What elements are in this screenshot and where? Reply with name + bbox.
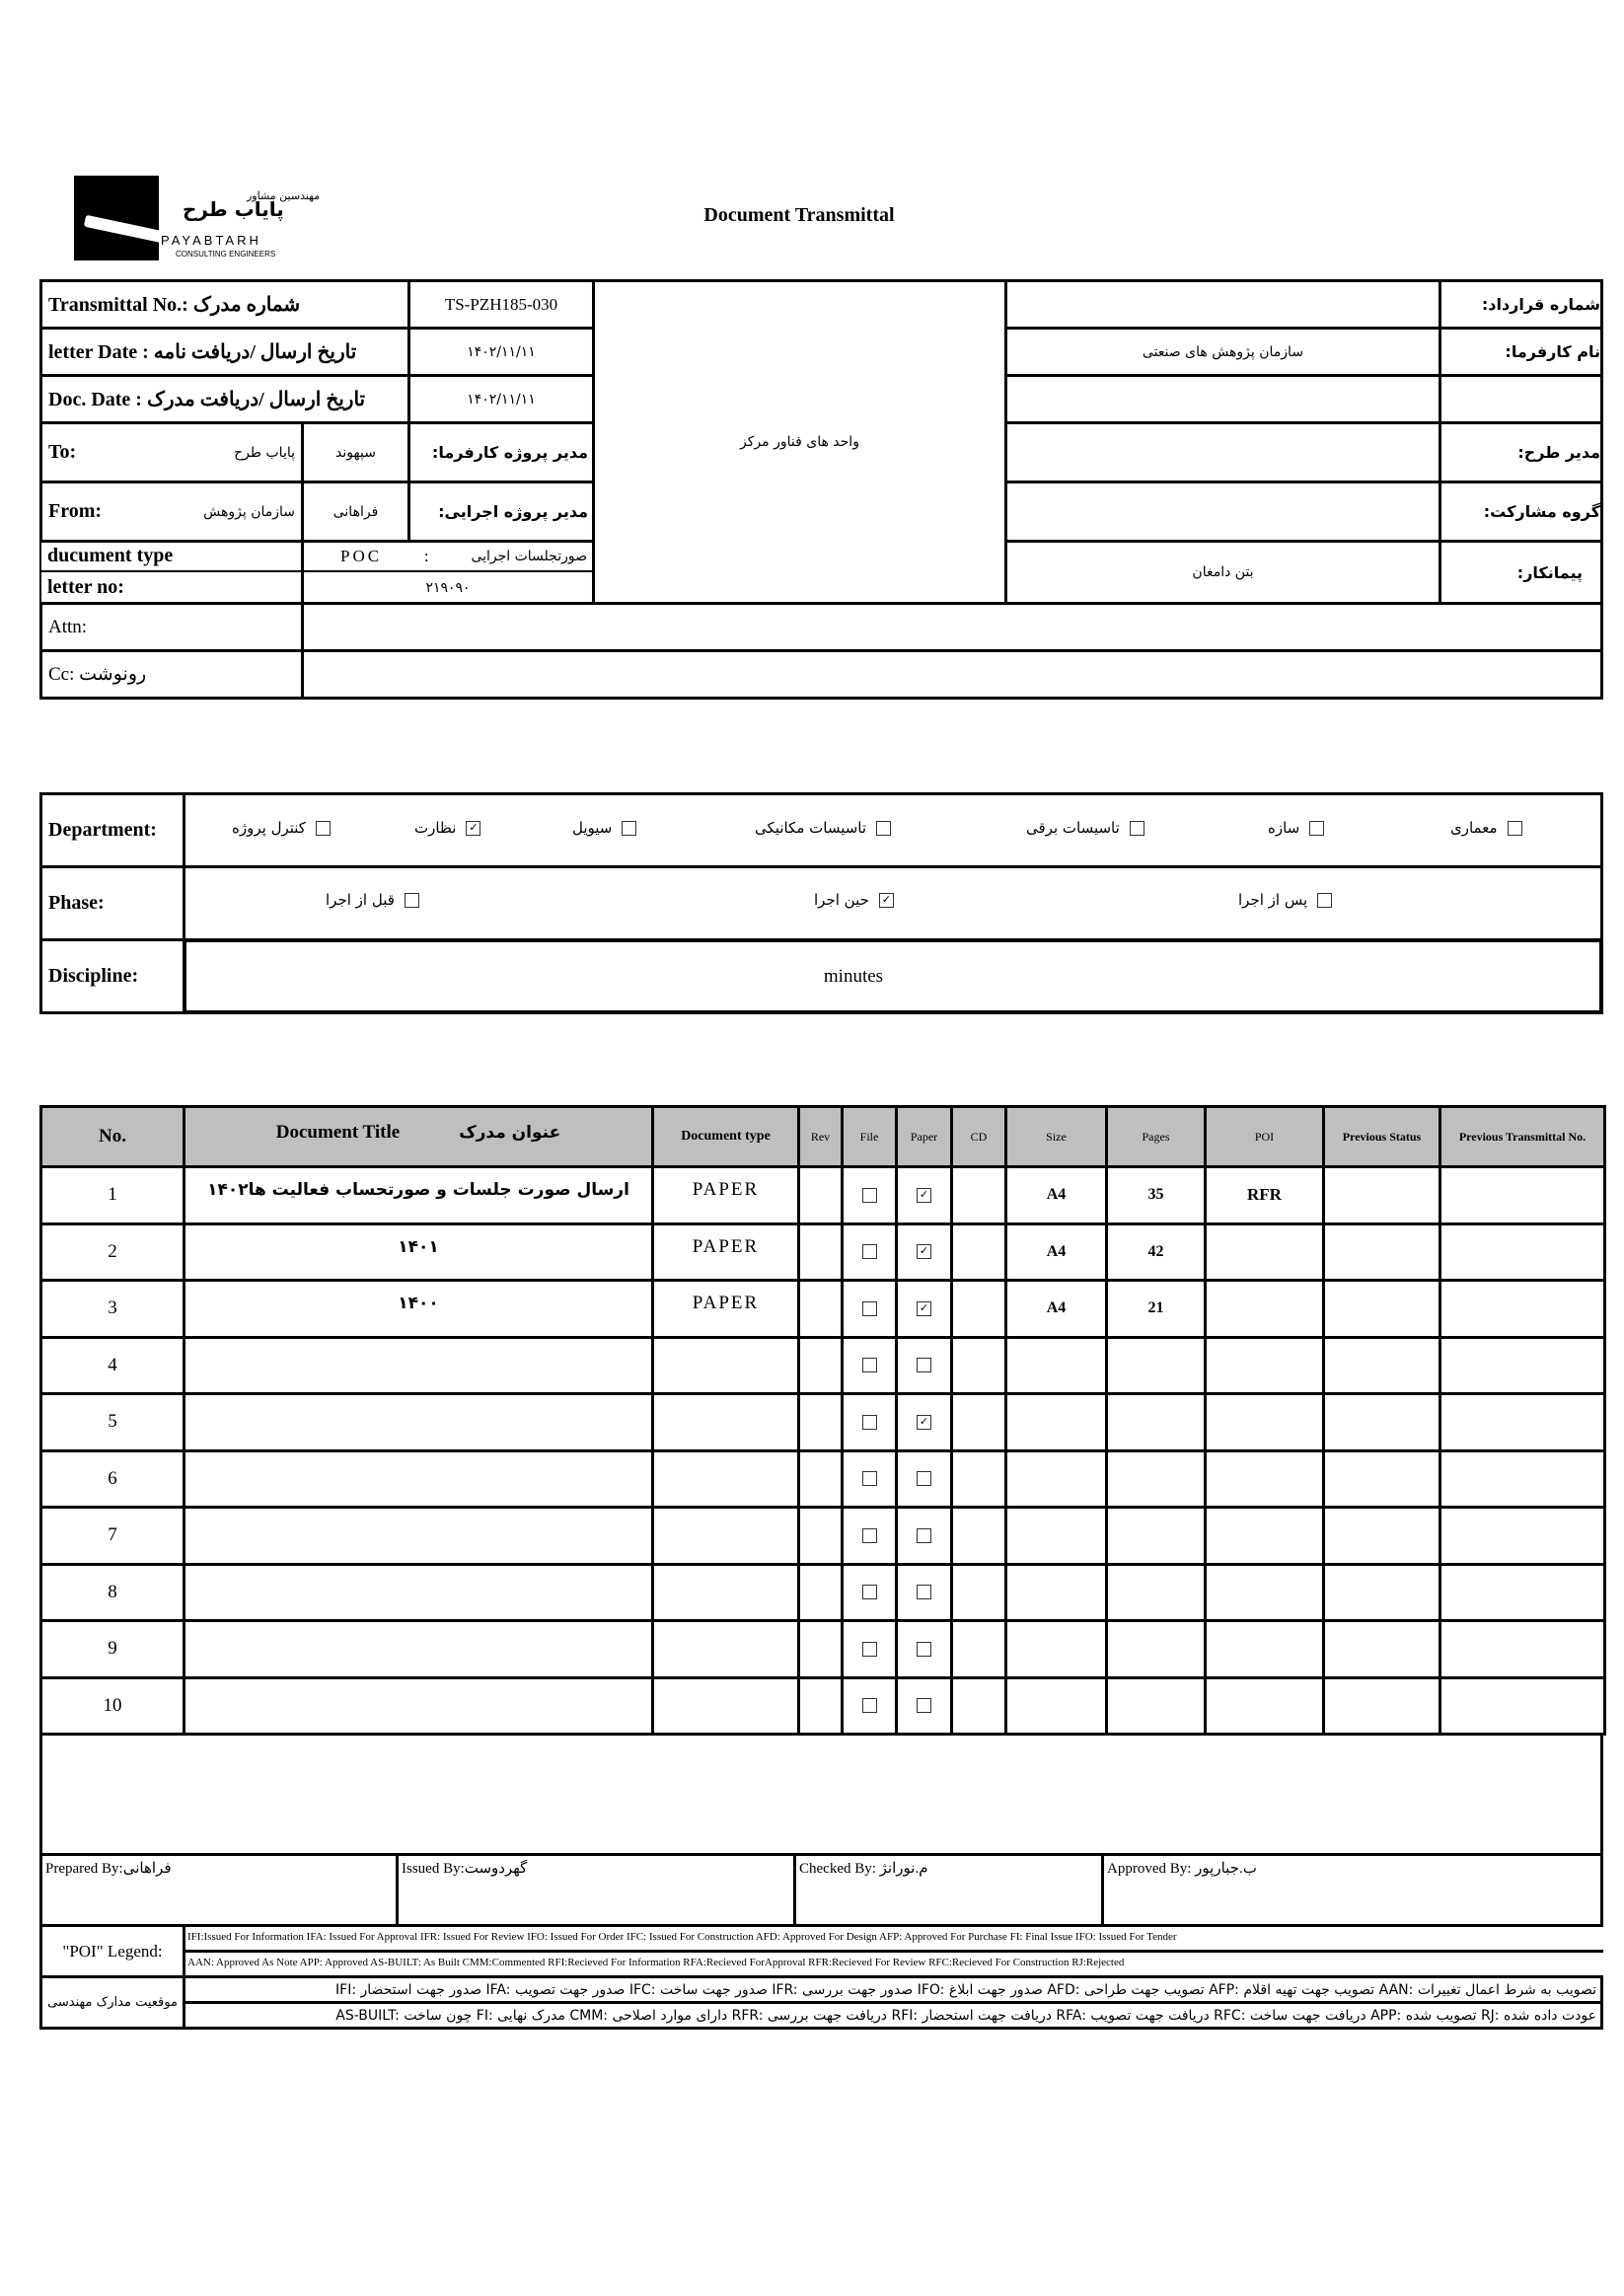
- from-value: سازمان پژوهش: [203, 503, 295, 520]
- previous-status: [1322, 1563, 1441, 1623]
- paper-checkbox-cell[interactable]: [895, 1619, 953, 1679]
- letter-no-label: letter no:: [39, 570, 304, 605]
- poi: [1204, 1676, 1325, 1737]
- cd: [950, 1392, 1007, 1452]
- department-option[interactable]: [572, 819, 636, 837]
- row-number: 5: [39, 1392, 185, 1452]
- letter-date-label: letter Date : تاریخ ارسال /دریافت نامه: [39, 327, 410, 377]
- paper-checkbox-cell[interactable]: [895, 1222, 953, 1283]
- contract-no-label: شماره قرارداد:: [1439, 279, 1603, 330]
- poi: [1204, 1449, 1325, 1510]
- checkbox-icon[interactable]: [862, 1528, 877, 1543]
- previous-transmittal: [1439, 1449, 1606, 1510]
- column-header-prev-status: Previous Status: [1322, 1105, 1441, 1168]
- to-field: [39, 421, 304, 483]
- column-header-prev-transmittal: Previous Transmittal No.: [1439, 1105, 1606, 1168]
- previous-status: [1322, 1392, 1441, 1452]
- column-header-file: File: [841, 1105, 898, 1168]
- checkbox-icon[interactable]: [316, 821, 331, 836]
- poi: RFR: [1204, 1165, 1325, 1225]
- checkbox-icon[interactable]: [1508, 821, 1522, 836]
- poi-legend-en-line1: IFI:Issued For Information IFA: Issued For Approval IFR: Issued For Review IFO: Issued For Order IFC: Issued For Construction AFD: Approved For Design AFP: Approved For Purchase FI: Final Issue IFO: Issued For Tender: [183, 1924, 1603, 1953]
- issued-by: Issued By:گهردوست: [396, 1853, 796, 1927]
- department-option-label: سازه: [1268, 819, 1300, 837]
- pages: [1105, 1336, 1207, 1396]
- remarks-area: [39, 1733, 1603, 1856]
- row-number: 9: [39, 1619, 185, 1679]
- paper-checkbox-cell[interactable]: [895, 1563, 953, 1623]
- column-header-rev: Rev: [797, 1105, 844, 1168]
- revision: [797, 1279, 844, 1339]
- checkbox-icon[interactable]: [917, 1358, 931, 1372]
- document-type: PAPER: [651, 1279, 800, 1339]
- previous-transmittal: [1439, 1563, 1606, 1623]
- contractor-label: پیمانکار:: [1439, 540, 1603, 605]
- previous-transmittal: [1439, 1506, 1606, 1566]
- doc-type-sep: :: [423, 546, 429, 565]
- phase-label: Phase:: [39, 865, 185, 941]
- department-option[interactable]: [1268, 819, 1324, 837]
- file-checkbox-cell[interactable]: [841, 1336, 898, 1396]
- department-option[interactable]: [755, 819, 891, 837]
- checkbox-icon[interactable]: [862, 1301, 877, 1316]
- client-value: سازمان پژوهش های صنعتی: [1004, 327, 1441, 377]
- discipline-label: Discipline:: [39, 938, 185, 1014]
- column-header-pages: Pages: [1105, 1105, 1207, 1168]
- checkbox-icon[interactable]: [862, 1698, 877, 1713]
- cc-label: Cc: رونوشت: [39, 649, 304, 700]
- phase-option-label: قبل از اجرا: [326, 891, 395, 909]
- previous-status: [1322, 1222, 1441, 1283]
- pages: 42: [1105, 1222, 1207, 1283]
- revision: [797, 1392, 844, 1452]
- previous-status: [1322, 1336, 1441, 1396]
- paper-checkbox-cell[interactable]: [895, 1676, 953, 1737]
- row-number: 6: [39, 1449, 185, 1510]
- cd: [950, 1676, 1007, 1737]
- client-pm-name: سپهوند: [301, 421, 410, 483]
- file-checkbox-cell[interactable]: [841, 1279, 898, 1339]
- cd: [950, 1336, 1007, 1396]
- column-header-no: No.: [39, 1105, 185, 1168]
- file-checkbox-cell[interactable]: [841, 1165, 898, 1225]
- cd: [950, 1619, 1007, 1679]
- doc-type-value: [301, 540, 595, 572]
- doc-date-label: Doc. Date : تاریخ ارسال /دریافت مدرک: [39, 374, 410, 424]
- prepared-by: Prepared By:فراهانی: [39, 1853, 399, 1927]
- logo-subtitle-en: CONSULTING ENGINEERS: [176, 250, 276, 259]
- paper-checkbox-cell[interactable]: [895, 1392, 953, 1452]
- partner-group-value: [1004, 481, 1441, 543]
- row-number: 2: [39, 1222, 185, 1283]
- previous-transmittal: [1439, 1619, 1606, 1679]
- poi: [1204, 1619, 1325, 1679]
- size: [1004, 1392, 1108, 1452]
- cd: [950, 1563, 1007, 1623]
- column-header-cd: CD: [950, 1105, 1007, 1168]
- pages: [1105, 1506, 1207, 1566]
- previous-transmittal: [1439, 1279, 1606, 1339]
- revision: [797, 1506, 844, 1566]
- column-header-paper: Paper: [895, 1105, 953, 1168]
- attn-field[interactable]: [301, 602, 1603, 652]
- revision: [797, 1336, 844, 1396]
- exec-pm-name: فراهانی: [301, 481, 410, 543]
- checkbox-icon[interactable]: [405, 893, 419, 908]
- cd: [950, 1222, 1007, 1283]
- row-number: 4: [39, 1336, 185, 1396]
- checkbox-icon[interactable]: [862, 1585, 877, 1599]
- poi: [1204, 1563, 1325, 1623]
- poi-legend-en-line2: AAN: Approved As Note APP: Approved AS-BUILT: As Built CMM:Commented RFI:Recieved For Information RFA:Recieved ForApproval RFR:Recieved For Review RFC:Recieved For Construction RJ:Rejected: [183, 1950, 1603, 1978]
- checkbox-icon[interactable]: [1309, 821, 1324, 836]
- checkbox-checked-icon[interactable]: ✓: [917, 1415, 931, 1430]
- paper-checkbox-cell[interactable]: [895, 1336, 953, 1396]
- fa-legend-line2: AS-BUILT: چون ساخت FI: مدرک نهایی CMM: دارای موارد اصلاحی RFR: دریافت جهت بررسی RFI: دریافت جهت استحضار RFA: دریافت جهت تصویب RFC: دریافت جهت ساخت APP: تصویب شده RJ: عودت داده شده: [183, 2001, 1603, 2030]
- checked-by: Checked By: م.نورانژ: [793, 1853, 1104, 1927]
- document-title: ارسال صورت جلسات و صورتحساب فعالیت ها۱۴۰۲: [183, 1165, 654, 1225]
- document-type: [651, 1619, 800, 1679]
- previous-transmittal: [1439, 1336, 1606, 1396]
- previous-status: [1322, 1449, 1441, 1510]
- checkbox-checked-icon[interactable]: ✓: [917, 1301, 931, 1316]
- column-header-poi: POI: [1204, 1105, 1325, 1168]
- checkbox-icon[interactable]: [917, 1528, 931, 1543]
- size: A4: [1004, 1222, 1108, 1283]
- checkbox-icon[interactable]: [876, 821, 891, 836]
- paper-checkbox-cell[interactable]: [895, 1165, 953, 1225]
- size: A4: [1004, 1279, 1108, 1339]
- row-number: 10: [39, 1676, 185, 1737]
- phase-option[interactable]: [1238, 891, 1332, 909]
- page-title: Document Transmittal: [703, 204, 895, 226]
- size: [1004, 1619, 1108, 1679]
- document-title: ۱۴۰۰: [183, 1279, 654, 1339]
- department-option-label: سیویل: [572, 819, 613, 837]
- revision: [797, 1676, 844, 1737]
- phase-option-label: حین اجرا: [814, 891, 869, 909]
- previous-status: [1322, 1165, 1441, 1225]
- company-logo: [74, 176, 159, 260]
- document-type: [651, 1506, 800, 1566]
- paper-checkbox-cell[interactable]: [895, 1506, 953, 1566]
- poi: [1204, 1279, 1325, 1339]
- pages: [1105, 1619, 1207, 1679]
- document-type: PAPER: [651, 1222, 800, 1283]
- pages: [1105, 1392, 1207, 1452]
- transmittal-no-label: Transmittal No.: شماره مدرک: [39, 279, 410, 330]
- previous-transmittal: [1439, 1222, 1606, 1283]
- checkbox-checked-icon[interactable]: ✓: [879, 893, 894, 908]
- phase-option-label: پس از اجرا: [1238, 891, 1308, 909]
- tech-units-cell: واحد های فناور مرکز: [592, 279, 1007, 605]
- poi-legend-label: "POI" Legend:: [39, 1924, 185, 1978]
- document-type: [651, 1676, 800, 1737]
- checkbox-icon[interactable]: [1130, 821, 1144, 836]
- checkbox-checked-icon[interactable]: ✓: [466, 821, 480, 836]
- pages: 21: [1105, 1279, 1207, 1339]
- revision: [797, 1619, 844, 1679]
- cd: [950, 1165, 1007, 1225]
- cd: [950, 1449, 1007, 1510]
- document-title: [183, 1506, 654, 1566]
- size: [1004, 1676, 1108, 1737]
- department-label: Department:: [39, 792, 185, 868]
- previous-transmittal: [1439, 1392, 1606, 1452]
- document-type: [651, 1563, 800, 1623]
- department-option-label: تاسیسات برقی: [1026, 819, 1120, 837]
- department-option[interactable]: [1450, 819, 1522, 837]
- logo-name-en: PAYABTARH: [161, 233, 261, 248]
- document-title: [183, 1676, 654, 1737]
- project-manager-value: [1004, 421, 1441, 483]
- department-option[interactable]: [232, 819, 331, 837]
- department-option-label: نظارت: [414, 819, 457, 837]
- doc-type-name: صورتجلسات اجرایی: [471, 548, 587, 564]
- document-title: [183, 1449, 654, 1510]
- checkbox-icon[interactable]: [862, 1471, 877, 1486]
- letter-date-value: ۱۴۰۲/۱۱/۱۱: [407, 327, 595, 377]
- document-title: [183, 1392, 654, 1452]
- blank-value: [1004, 374, 1441, 424]
- cc-field[interactable]: [301, 649, 1603, 700]
- cd: [950, 1506, 1007, 1566]
- poi: [1204, 1336, 1325, 1396]
- checkbox-icon[interactable]: [1317, 893, 1332, 908]
- phase-option[interactable]: [326, 891, 419, 909]
- revision: [797, 1563, 844, 1623]
- pages: [1105, 1449, 1207, 1510]
- department-option[interactable]: [1026, 819, 1144, 837]
- checkbox-icon[interactable]: [917, 1698, 931, 1713]
- checkbox-icon[interactable]: [862, 1358, 877, 1372]
- checkbox-icon[interactable]: [917, 1471, 931, 1486]
- document-type: [651, 1392, 800, 1452]
- size: [1004, 1506, 1108, 1566]
- previous-status: [1322, 1506, 1441, 1566]
- from-field: [39, 481, 304, 543]
- previous-transmittal: [1439, 1165, 1606, 1225]
- checkbox-checked-icon[interactable]: ✓: [917, 1244, 931, 1259]
- department-option[interactable]: [414, 819, 480, 837]
- to-value: پایاب طرح: [234, 444, 295, 461]
- row-number: 8: [39, 1563, 185, 1623]
- logo-name-fa: پایاب طرح: [183, 197, 284, 221]
- size: [1004, 1336, 1108, 1396]
- file-checkbox-cell[interactable]: [841, 1619, 898, 1679]
- file-checkbox-cell[interactable]: [841, 1676, 898, 1737]
- previous-status: [1322, 1279, 1441, 1339]
- previous-status: [1322, 1619, 1441, 1679]
- column-header-title: Document Title عنوان مدرک: [183, 1105, 654, 1168]
- paper-checkbox-cell[interactable]: [895, 1449, 953, 1510]
- row-number: 1: [39, 1165, 185, 1225]
- checkbox-icon[interactable]: [917, 1585, 931, 1599]
- file-checkbox-cell[interactable]: [841, 1506, 898, 1566]
- document-title: [183, 1619, 654, 1679]
- file-checkbox-cell[interactable]: [841, 1563, 898, 1623]
- doc-type-code: POC: [340, 546, 383, 565]
- size: [1004, 1563, 1108, 1623]
- logo-subtitle-fa: مهندسین مشاور: [247, 189, 321, 202]
- discipline-value: minutes: [183, 938, 1603, 1014]
- checkbox-icon[interactable]: [917, 1642, 931, 1657]
- checkbox-checked-icon[interactable]: ✓: [917, 1188, 931, 1203]
- partner-group-label: گروه مشارکت:: [1439, 481, 1603, 543]
- logo-stripe-icon: [84, 215, 159, 248]
- contract-no-value: [1004, 279, 1441, 330]
- exec-pm-label: مدیر پروژه اجرایی:: [407, 481, 595, 543]
- from-label: From:: [48, 500, 103, 522]
- fa-legend-line1: IFI: صدور جهت استحضار IFA: صدور جهت تصویب IFC: صدور جهت ساخت IFR: صدور جهت بررسی IFO: صدور جهت ابلاغ AFD: تصویب جهت طراحی AFP: تصویب جهت تهیه اقلام AAN: تصویب به شرط اعمال تغییرات: [183, 1975, 1603, 2004]
- column-header-type: Document type: [651, 1105, 800, 1168]
- checkbox-icon[interactable]: [862, 1642, 877, 1657]
- file-checkbox-cell[interactable]: [841, 1449, 898, 1510]
- pages: 35: [1105, 1165, 1207, 1225]
- revision: [797, 1449, 844, 1510]
- document-type: [651, 1336, 800, 1396]
- document-title: [183, 1336, 654, 1396]
- blank-label: [1439, 374, 1603, 424]
- cd: [950, 1279, 1007, 1339]
- previous-transmittal: [1439, 1676, 1606, 1737]
- checkbox-icon[interactable]: [862, 1415, 877, 1430]
- document-type: [651, 1449, 800, 1510]
- pages: [1105, 1676, 1207, 1737]
- size: A4: [1004, 1165, 1108, 1225]
- row-number: 3: [39, 1279, 185, 1339]
- contractor-value: بتن دامغان: [1004, 540, 1441, 605]
- pages: [1105, 1563, 1207, 1623]
- poi: [1204, 1392, 1325, 1452]
- doc-date-value: ۱۴۰۲/۱۱/۱۱: [407, 374, 595, 424]
- checkbox-icon[interactable]: [862, 1244, 877, 1259]
- poi: [1204, 1506, 1325, 1566]
- phase-option[interactable]: [814, 891, 894, 909]
- doc-type-label: ducument type: [39, 540, 304, 572]
- department-options: [183, 792, 1603, 868]
- department-option-label: کنترل پروژه: [232, 819, 306, 837]
- department-option-label: معماری: [1450, 819, 1498, 837]
- checkbox-icon[interactable]: [622, 821, 636, 836]
- fa-legend-label: موقعیت مدارک مهندسی: [39, 1975, 185, 2030]
- file-checkbox-cell[interactable]: [841, 1222, 898, 1283]
- previous-status: [1322, 1676, 1441, 1737]
- letter-no-value: ۲۱۹۰۹۰: [301, 570, 595, 605]
- size: [1004, 1449, 1108, 1510]
- document-type: PAPER: [651, 1165, 800, 1225]
- department-option-label: تاسیسات مکانیکی: [755, 819, 867, 837]
- project-manager-label: مدیر طرح:: [1439, 421, 1603, 483]
- document-title: ۱۴۰۱: [183, 1222, 654, 1283]
- column-header-size: Size: [1004, 1105, 1108, 1168]
- client-label: نام کارفرما:: [1439, 327, 1603, 377]
- approved-by: Approved By: ب.جبارپور: [1101, 1853, 1603, 1927]
- transmittal-no-value: TS-PZH185-030: [407, 279, 595, 330]
- checkbox-icon[interactable]: [862, 1188, 877, 1203]
- paper-checkbox-cell[interactable]: [895, 1279, 953, 1339]
- revision: [797, 1222, 844, 1283]
- poi: [1204, 1222, 1325, 1283]
- client-pm-label: مدیر پروژه کارفرما:: [407, 421, 595, 483]
- attn-label: Attn:: [39, 602, 304, 652]
- revision: [797, 1165, 844, 1225]
- file-checkbox-cell[interactable]: [841, 1392, 898, 1452]
- document-title: [183, 1563, 654, 1623]
- row-number: 7: [39, 1506, 185, 1566]
- to-label: To:: [48, 441, 77, 463]
